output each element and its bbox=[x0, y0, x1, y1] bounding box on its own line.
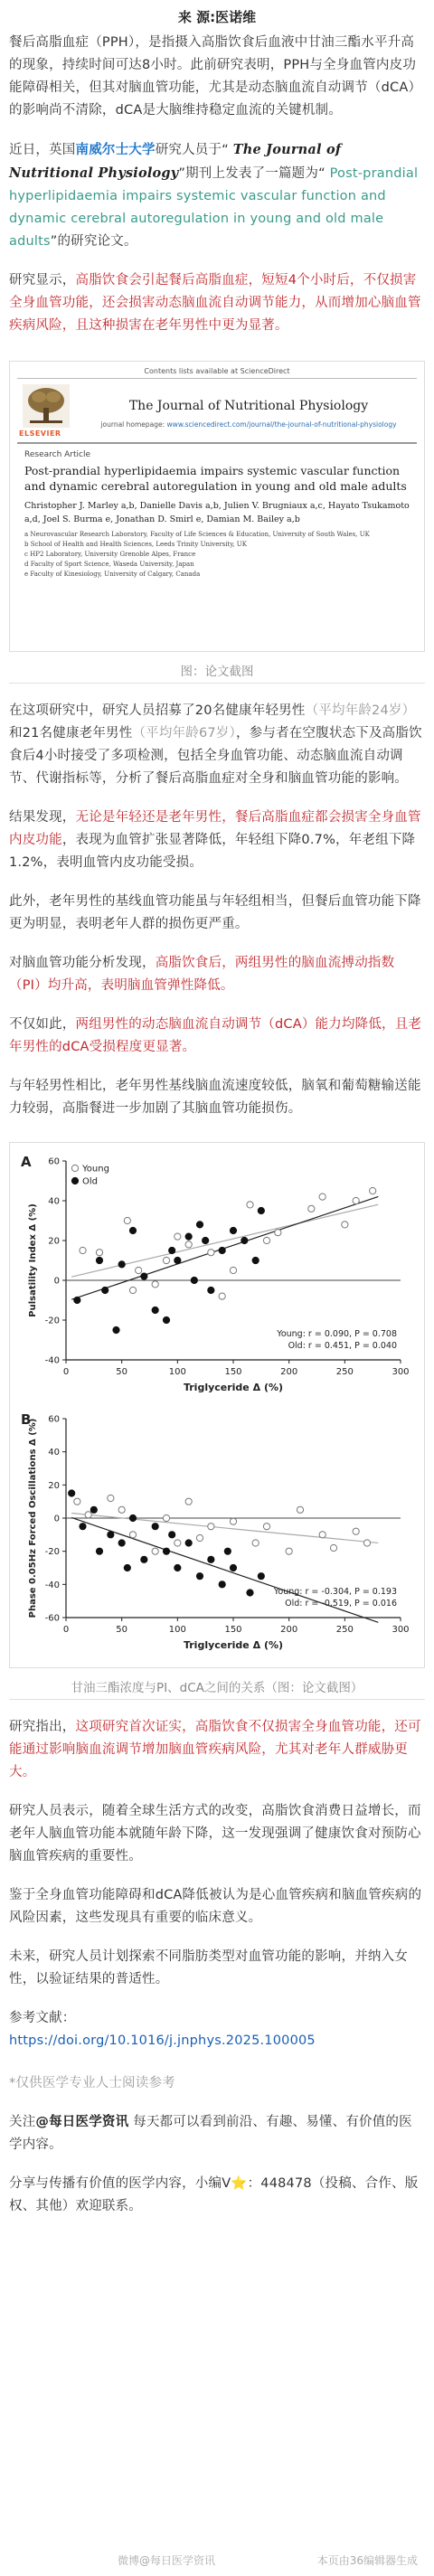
young-point bbox=[85, 1512, 91, 1518]
young-point bbox=[108, 1495, 114, 1501]
old-point bbox=[196, 1573, 203, 1580]
p4-text2: 和21名健康老年男性 bbox=[9, 726, 133, 741]
panel-label: B bbox=[21, 1411, 32, 1428]
stat-annotation: Old: r = -0.519, P = 0.016 bbox=[285, 1599, 397, 1609]
journal-title: The Journal of Nutritional Physiology bbox=[128, 399, 369, 413]
young-point bbox=[319, 1194, 326, 1200]
old-point bbox=[208, 1556, 214, 1562]
paper-screenshot-caption: 图：论文截图 bbox=[180, 665, 254, 679]
young-point bbox=[342, 1222, 348, 1228]
young-point bbox=[196, 1534, 203, 1541]
share-text: 分享与传播有价值的医学内容，小编V⭐：448478（投稿、合作、版权、其他）欢迎联系。 bbox=[9, 2176, 419, 2213]
old-point bbox=[224, 1548, 231, 1554]
share-paragraph bbox=[9, 2173, 425, 2218]
young-point bbox=[163, 1257, 169, 1263]
journal-banner bbox=[17, 378, 417, 444]
contents-available-line: Contents lists available at ScienceDirect bbox=[144, 367, 290, 375]
old-point bbox=[118, 1540, 125, 1546]
findings-summary-paragraph bbox=[9, 269, 425, 337]
young-point bbox=[275, 1230, 281, 1236]
account-name[interactable]: @每日医学资讯 bbox=[35, 2115, 129, 2129]
young-point bbox=[152, 1281, 158, 1288]
p5-prefix: 结果发现， bbox=[9, 810, 76, 825]
old-point bbox=[74, 1297, 80, 1303]
y-tick-label: 60 bbox=[48, 1156, 60, 1167]
x-axis-label: Triglyceride Δ (%) bbox=[183, 1639, 284, 1651]
x-tick-label: 0 bbox=[62, 1625, 70, 1635]
p8-prefix: 不仅如此， bbox=[9, 1017, 76, 1032]
young-regression-line bbox=[71, 1513, 378, 1543]
young-point bbox=[118, 1506, 125, 1513]
professional-notice: *仅供医学专业人士阅读参考 bbox=[9, 2076, 175, 2090]
follow-paragraph bbox=[9, 2111, 425, 2156]
x-tick-label: 200 bbox=[280, 1367, 298, 1377]
young-regression-line bbox=[71, 1204, 378, 1277]
p2-prefix: 近日，英国 bbox=[9, 143, 76, 157]
findings-highlight: 高脂饮食会引起餐后高脂血症，短短4个小时后，不仅损害全身血管功能，还会损害动态脑血流自动调节能力，从而增加心脑血管疾病风险，且这种损害在老年男性中更为显著。 bbox=[9, 273, 421, 333]
panel-label: A bbox=[21, 1154, 32, 1170]
young-point bbox=[129, 1532, 136, 1538]
doi-link[interactable]: https://doi.org/10.1016/j.jnphys.2025.100005 bbox=[9, 2033, 316, 2048]
y-tick-label: 0 bbox=[53, 1514, 60, 1524]
old-point bbox=[124, 1564, 130, 1571]
x-tick-label: 200 bbox=[280, 1625, 298, 1635]
affiliation-item: c HP2 Laboratory, University Grenoble Alpes, France bbox=[24, 551, 196, 558]
x-tick-label: 100 bbox=[168, 1625, 186, 1635]
p4-text3: ，参与者在空腹状态下及高脂饮食后4小时接受了多项检测，包括全身血管功能、动态脑血流自动调节、代谢指标等，分析了餐后高脂血症对全身和脑血管功能的影响。 bbox=[9, 726, 422, 786]
methods-paragraph bbox=[9, 700, 425, 790]
young-point bbox=[308, 1205, 315, 1212]
old-point bbox=[102, 1287, 108, 1293]
x-tick-label: 50 bbox=[116, 1625, 128, 1635]
young-point bbox=[96, 1250, 102, 1256]
young-point bbox=[74, 1498, 80, 1505]
old-point bbox=[152, 1524, 158, 1530]
old-point bbox=[90, 1506, 97, 1513]
old-point bbox=[141, 1273, 147, 1279]
future-paragraph bbox=[9, 1946, 425, 1991]
journal-homepage-line bbox=[90, 420, 408, 429]
x-axis-label: Triglyceride Δ (%) bbox=[183, 1382, 284, 1393]
old-point bbox=[252, 1257, 259, 1263]
x-tick-label: 0 bbox=[62, 1367, 70, 1377]
old-point bbox=[169, 1247, 175, 1253]
old-point bbox=[241, 1237, 248, 1243]
x-tick-label: 100 bbox=[168, 1367, 186, 1377]
y-tick-label: 0 bbox=[53, 1276, 60, 1287]
conclusion-highlight: 这项研究首次证实，高脂饮食不仅损害全身血管功能，还可能通过影响脑血流调节增加脑血管疾病风险，尤其对老年人群威胁更大。 bbox=[9, 1720, 421, 1779]
legend-young-marker bbox=[71, 1165, 78, 1171]
old-age-note: （平均年龄67岁） bbox=[132, 726, 236, 741]
footer bbox=[0, 2545, 434, 2572]
young-point bbox=[163, 1514, 169, 1521]
affiliation-item: d Faculty of Sport Science, Waseda University, Japan bbox=[24, 561, 194, 568]
affiliation-item: e Faculty of Kinesiology, University of Calgary, Canada bbox=[24, 571, 201, 578]
old-point bbox=[129, 1514, 136, 1521]
young-point bbox=[124, 1217, 130, 1223]
y-tick-label: -40 bbox=[44, 1580, 60, 1590]
cerebrovascular-paragraph bbox=[9, 952, 425, 997]
references-heading: 参考文献： bbox=[9, 2011, 76, 2025]
young-point bbox=[136, 1267, 142, 1273]
clinical-paragraph bbox=[9, 1884, 425, 1930]
old-point bbox=[118, 1261, 125, 1268]
old-point bbox=[219, 1247, 225, 1253]
article-type: Research Article bbox=[24, 450, 91, 459]
x-tick-label: 150 bbox=[224, 1367, 242, 1377]
p3-prefix: 研究显示， bbox=[9, 273, 76, 288]
affiliations-list bbox=[24, 530, 411, 580]
y-tick-label: 20 bbox=[48, 1236, 60, 1247]
older-men-paragraph bbox=[9, 891, 425, 936]
p12-text: 鉴于全身血管功能障碍和dCA降低被认为是心血管疾病和脑血管疾病的风险因素，这些发现具有重要的临床意义。 bbox=[9, 1888, 422, 1925]
old-point bbox=[163, 1548, 169, 1554]
baseline-paragraph bbox=[9, 1075, 425, 1120]
p10-prefix: 研究指出， bbox=[9, 1720, 76, 1734]
y-tick-label: -40 bbox=[44, 1355, 60, 1366]
homepage-prefix: journal homepage: bbox=[100, 420, 167, 429]
y-tick-label: -20 bbox=[44, 1316, 60, 1326]
dca-highlight: 两组男性的动态脑血流自动调节（dCA）能力均降低，且老年男性的dCA受损程度更显著。 bbox=[9, 1017, 422, 1054]
p5-suffix: ，表现为血管扩张显著降低，年轻组下降0.7%，年老组下降1.2%，表明血管内皮功能受损。 bbox=[9, 833, 416, 870]
paper-title-text: Post-prandial hyperlipidaemia impairs systemic vascular function and dynamic cerebral autoregulation in young and old male adults bbox=[9, 166, 419, 249]
old-point bbox=[196, 1222, 203, 1228]
p2-mid1: 研究人员于“ bbox=[155, 143, 233, 157]
dca-paragraph bbox=[9, 1014, 425, 1059]
young-point bbox=[353, 1528, 359, 1534]
old-point bbox=[185, 1233, 192, 1240]
p13-text: 未来，研究人员计划探索不同脂肪类型对血管功能的影响，并纳入女性，以验证结果的普适性。 bbox=[9, 1949, 408, 1986]
old-point bbox=[247, 1590, 253, 1596]
old-point bbox=[175, 1564, 181, 1571]
young-point bbox=[297, 1506, 303, 1513]
x-tick-label: 250 bbox=[335, 1367, 354, 1377]
old-point bbox=[191, 1277, 197, 1283]
p4-text1: 在这项研究中，研究人员招募了20名健康年轻男性 bbox=[9, 703, 306, 718]
publisher-name: ELSEVIER bbox=[19, 429, 61, 438]
weibo-watermark: 微博@每日医学资讯 bbox=[118, 2554, 216, 2567]
p11-text: 研究人员表示，随着全球生活方式的改变，高脂饮食消费日益增长，而老年人脑血管功能本就随年龄下降，这一发现强调了健康饮食对预防心脑血管疾病的重要性。 bbox=[9, 1804, 421, 1864]
source-label: 来 源:医诺维 bbox=[177, 9, 257, 25]
old-point bbox=[258, 1207, 264, 1213]
scatter-charts-svg bbox=[10, 1143, 424, 1667]
old-point bbox=[169, 1532, 175, 1538]
old-point bbox=[129, 1227, 136, 1233]
implication-paragraph bbox=[9, 1800, 425, 1868]
affiliation-item: b School of Health and Health Sciences, Leeds Trinity University, UK bbox=[24, 541, 247, 548]
follow-prefix: 关注 bbox=[9, 2115, 36, 2129]
p9-text: 与年轻男性相比，老年男性基线脑血流速度较低，脑氧和葡萄糖输送能力较弱，高脂餐进一步加剧了其脑血管功能损伤。 bbox=[9, 1079, 421, 1116]
affiliation-item: a Neurovascular Research Laboratory, Faculty of Life Sciences & Education, University of South Wales, UK bbox=[24, 531, 370, 538]
old-point bbox=[96, 1257, 102, 1263]
results-highlight: 无论是年轻还是老年男性，餐后高脂血症都会损害全身血管内皮功能 bbox=[9, 810, 421, 847]
divider bbox=[9, 1699, 425, 1700]
old-point bbox=[230, 1564, 236, 1571]
young-point bbox=[252, 1540, 259, 1546]
young-point bbox=[330, 1544, 336, 1551]
conclusion-paragraph bbox=[9, 1716, 425, 1784]
x-tick-label: 300 bbox=[392, 1625, 410, 1635]
old-point bbox=[208, 1287, 214, 1293]
young-point bbox=[263, 1524, 269, 1530]
p6-text: 此外，老年男性的基线血管功能虽与年轻组相当，但餐后血管功能下降更为明显，表明老年人群的损伤更严重。 bbox=[9, 894, 421, 931]
young-point bbox=[319, 1532, 326, 1538]
old-point bbox=[175, 1257, 181, 1263]
old-point bbox=[185, 1540, 192, 1546]
journal-homepage-link[interactable]: www.sciencedirect.com/journal/the-journal-of-nutritional-physiology bbox=[166, 420, 397, 429]
old-point bbox=[152, 1307, 158, 1313]
old-point bbox=[163, 1316, 169, 1323]
young-point bbox=[219, 1293, 225, 1299]
y-axis-label: Phase 0.05Hz Forced Oscillations Δ (%) bbox=[28, 1418, 38, 1618]
legend-old-marker bbox=[71, 1177, 78, 1184]
editor-credit: 本页由36编辑器生成 bbox=[316, 2554, 418, 2567]
young-point bbox=[230, 1518, 236, 1524]
young-point bbox=[353, 1197, 359, 1203]
young-point bbox=[286, 1548, 292, 1554]
x-tick-label: 150 bbox=[224, 1625, 242, 1635]
old-point bbox=[108, 1532, 114, 1538]
y-axis-label: Pulsatility Index Δ (%) bbox=[28, 1203, 38, 1317]
old-point bbox=[96, 1548, 102, 1554]
young-point bbox=[152, 1548, 158, 1554]
young-point bbox=[185, 1241, 192, 1248]
y-tick-label: 40 bbox=[48, 1448, 60, 1458]
elsevier-tree-logo-icon bbox=[23, 384, 70, 428]
y-tick-label: -60 bbox=[44, 1613, 60, 1624]
young-point bbox=[363, 1540, 370, 1546]
old-point bbox=[219, 1581, 225, 1588]
young-point bbox=[175, 1233, 181, 1240]
young-point bbox=[247, 1202, 253, 1208]
old-point bbox=[230, 1227, 236, 1233]
paper-title: Post-prandial hyperlipidaemia impairs systemic vascular function and dynamic cerebral autoregulation in young and old male adults bbox=[24, 464, 407, 493]
x-tick-label: 300 bbox=[392, 1367, 410, 1377]
young-point bbox=[129, 1287, 136, 1293]
results-paragraph bbox=[9, 807, 425, 874]
young-point bbox=[175, 1540, 181, 1546]
legend-young-label: Young bbox=[82, 1164, 109, 1175]
old-point bbox=[80, 1524, 86, 1530]
divider bbox=[9, 683, 425, 684]
old-point bbox=[113, 1326, 119, 1333]
journal-name: The Journal of Nutritional Physiology bbox=[9, 142, 342, 181]
y-tick-label: 20 bbox=[48, 1480, 60, 1491]
paper-authors: Christopher J. Marley a,b, Danielle Davis a,b, Julien V. Brugniaux a,c, Hayato Tsukamoto a,d, Joel S. Burma e, Jonathan D. Smirl e, Damian M. Bailey a,b bbox=[24, 501, 410, 524]
chart-caption: 甘油三酯浓度与PI、dCA之间的关系（图：论文截图） bbox=[71, 1681, 363, 1695]
publication-paragraph bbox=[9, 138, 425, 253]
stat-annotation: Young: r = -0.304, P = 0.193 bbox=[273, 1587, 397, 1597]
intro-text: 餐后高脂血症（PPH），是指摄入高脂饮食后血液中甘油三酯水平升高的现象，持续时间可达8小时。此前研究表明，PPH与全身血管内皮功能障碍相关，但其对脑血管功能，尤其是动态脑血流自动调节（dCA）的影响尚不清除，dCA是大脑维持稳定血流的关键机制。 bbox=[9, 35, 422, 118]
p2-suffix: ”的研究论文。 bbox=[50, 234, 137, 249]
young-point bbox=[208, 1250, 214, 1256]
legend-old-label: Old bbox=[82, 1176, 98, 1187]
old-point bbox=[69, 1490, 75, 1496]
old-point bbox=[203, 1237, 209, 1243]
follow-suffix: 每天都可以看到前沿、有趣、易懂、有价值的医学内容。 bbox=[9, 2115, 412, 2152]
stat-annotation: Young: r = 0.090, P = 0.708 bbox=[277, 1329, 397, 1339]
y-tick-label: 60 bbox=[48, 1414, 60, 1425]
young-point bbox=[230, 1267, 236, 1273]
young-age-note: （平均年龄24岁） bbox=[305, 703, 416, 718]
young-point bbox=[263, 1237, 269, 1243]
paper-screenshot-figure bbox=[9, 361, 425, 652]
y-tick-label: -20 bbox=[44, 1547, 60, 1558]
y-tick-label: 40 bbox=[48, 1196, 60, 1207]
young-point bbox=[370, 1187, 376, 1194]
p2-mid2: ”期刊上发表了一篇题为“ bbox=[178, 166, 330, 181]
old-point bbox=[258, 1573, 264, 1580]
young-point bbox=[80, 1247, 86, 1253]
x-tick-label: 50 bbox=[116, 1367, 128, 1377]
intro-paragraph bbox=[9, 32, 425, 122]
old-point bbox=[141, 1556, 147, 1562]
scatter-figure bbox=[9, 1142, 425, 1668]
young-point bbox=[208, 1524, 214, 1530]
young-point bbox=[185, 1498, 192, 1505]
x-tick-label: 250 bbox=[335, 1625, 354, 1635]
pi-highlight: 高脂饮食后，两组男性的脑血流搏动指数（PI）均升高，表明脑血管弹性降低。 bbox=[9, 956, 395, 993]
stat-annotation: Old: r = 0.451, P = 0.040 bbox=[288, 1341, 397, 1351]
p7-prefix: 对脑血管功能分析发现， bbox=[9, 956, 156, 970]
university-name: 南威尔士大学 bbox=[75, 143, 156, 157]
